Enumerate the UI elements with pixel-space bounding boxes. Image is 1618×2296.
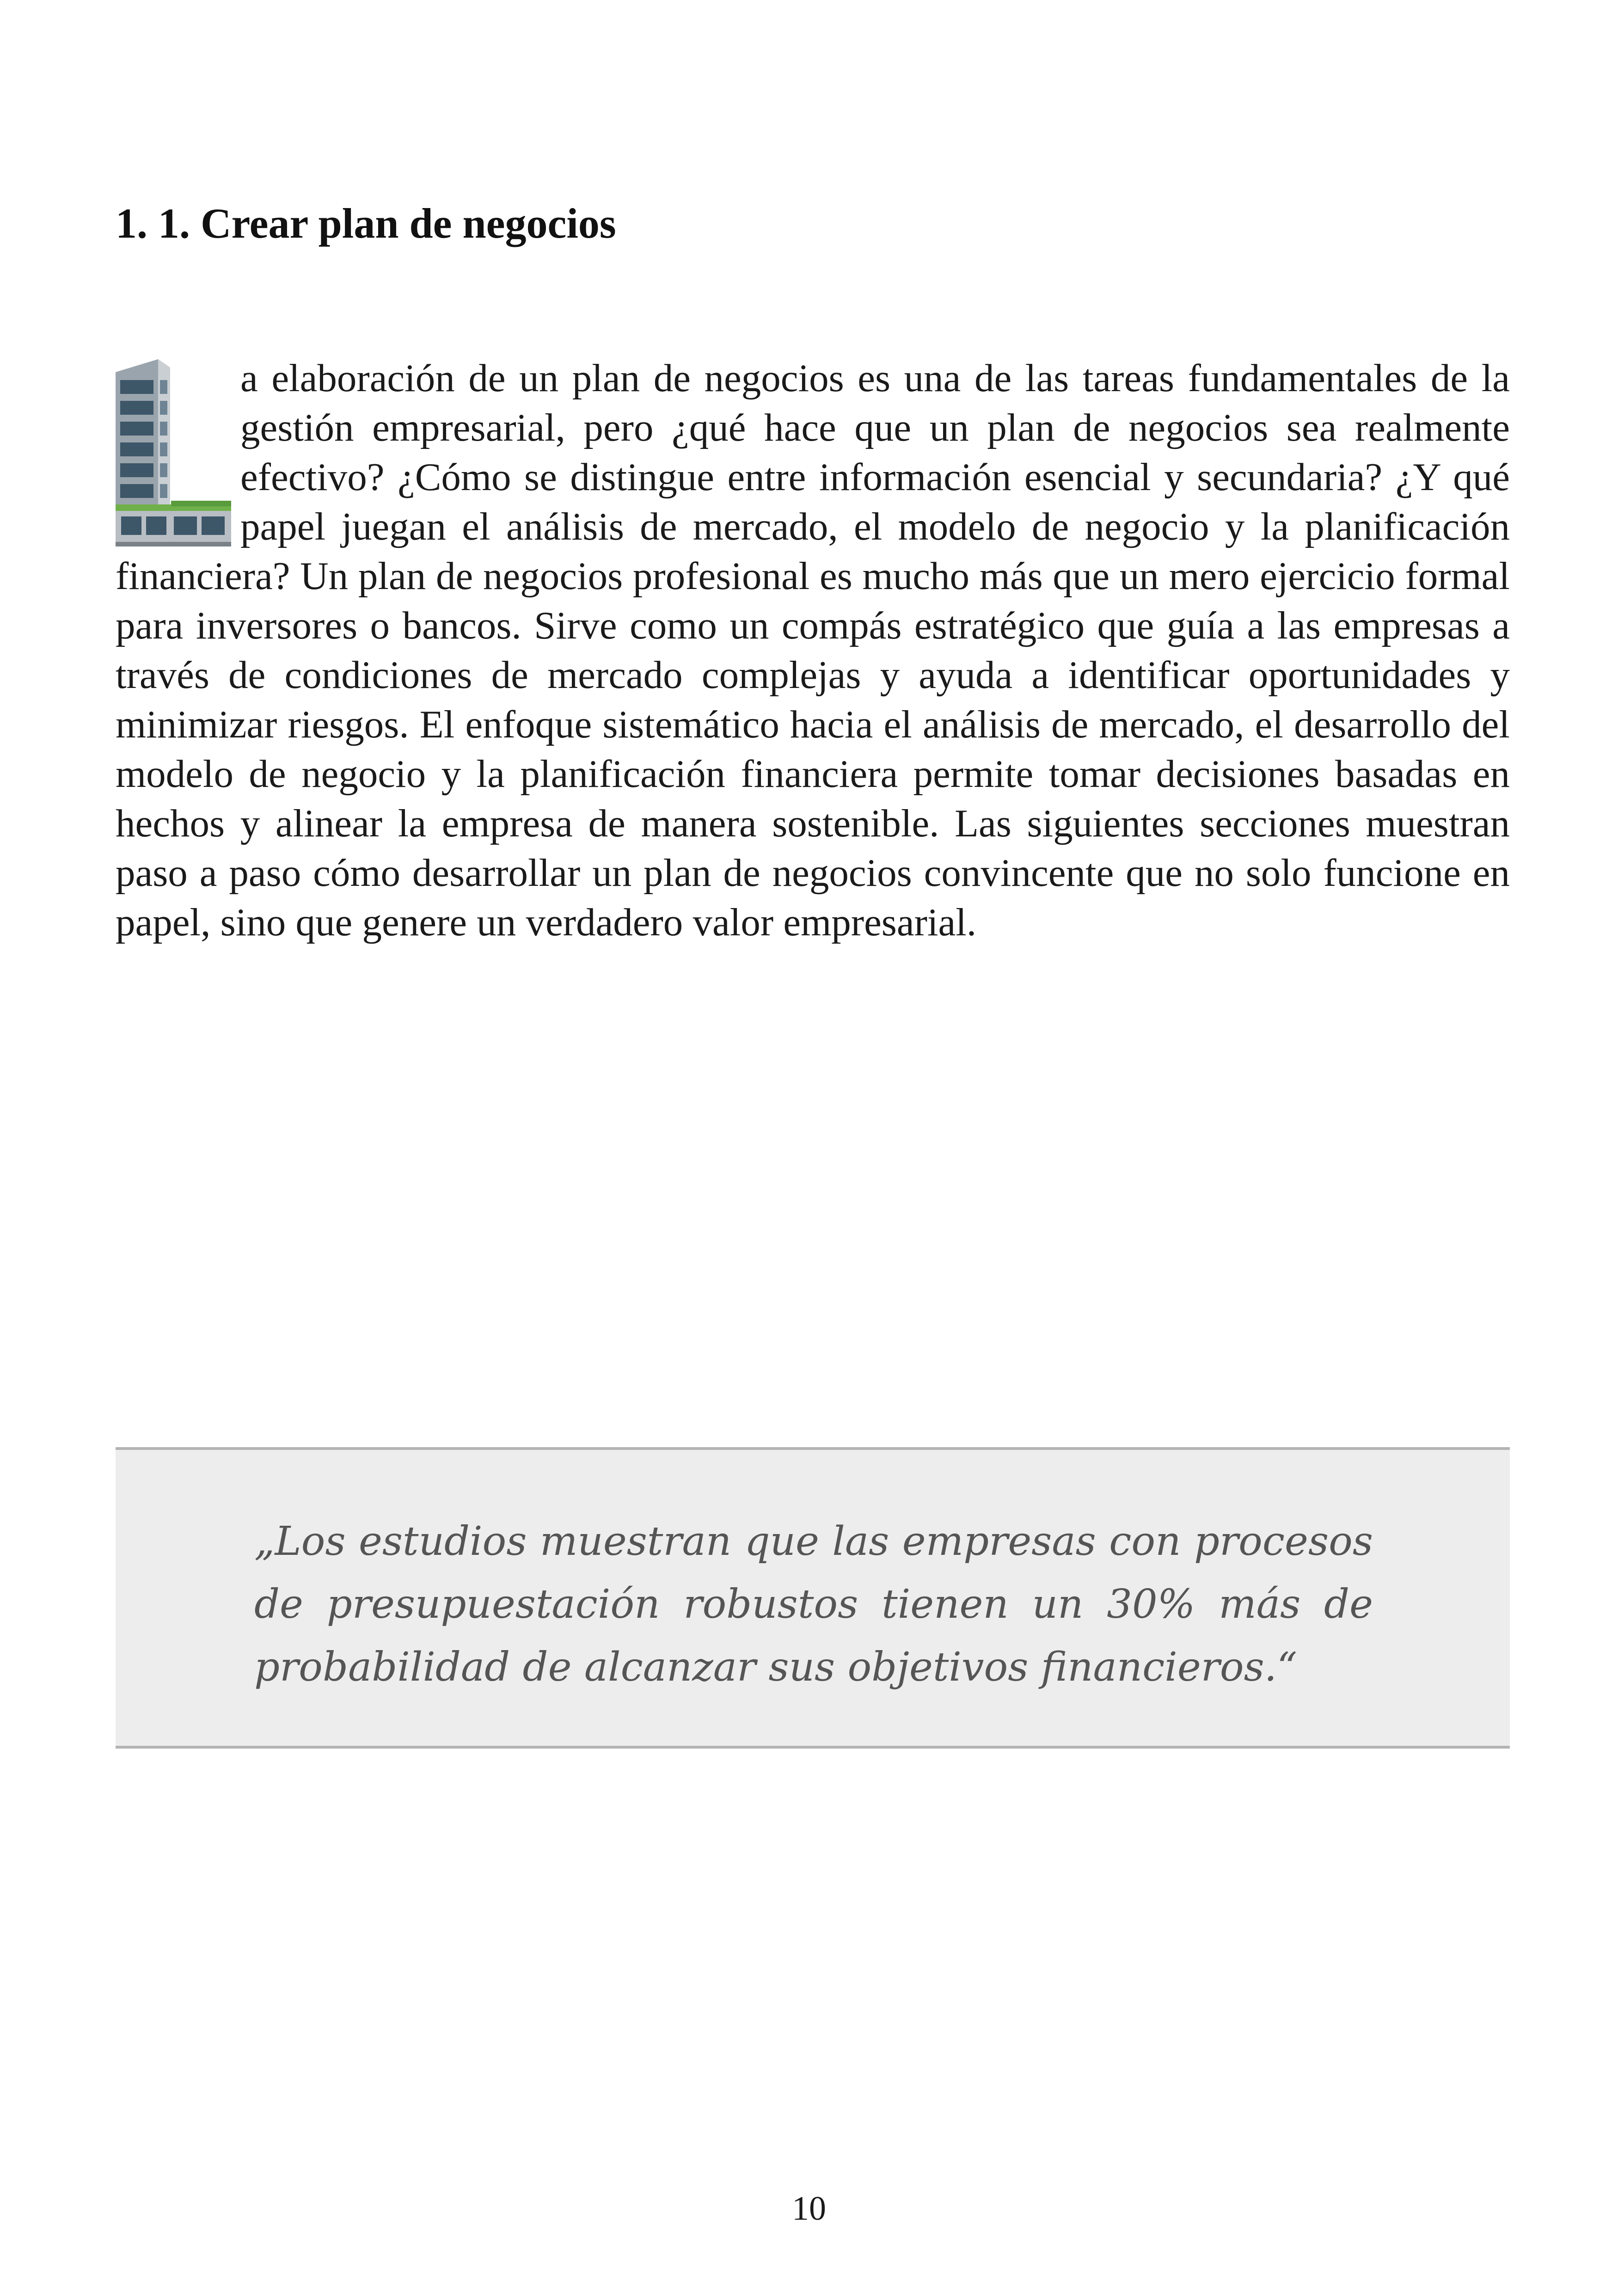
page-number: 10	[792, 2190, 826, 2228]
intro-paragraph	[116, 354, 1510, 947]
section-heading: 1. 1. Crear plan de negocios	[116, 200, 616, 247]
intro-text: a elaboración de un plan de negocios es una de las tareas fundamentales de la gestión empresarial, pero ¿qué hace que un plan de negocios sea realmente efectivo? ¿Cómo se distingue entre información esencial y secundaria? ¿Y qué papel juegan el análisis de mercado, el modelo de negocio y la planificación financiera? Un plan de negocios profesional es mucho más que un mero ejercicio formal para inversores o bancos. Sirve como un compás estratégico que guía a las empresas a través de condiciones de mercado complejas y ayuda a identificar oportunidades y minimizar riesgos. El enfoque sistemático hacia el análisis de mercado, el desarrollo del modelo de negocio y la planificación financiera permite tomar decisiones basadas en hechos y alinear la empresa de manera sostenible. Las siguientes secciones muestran paso a paso cómo desarrollar un plan de negocios convincente que no solo funcione en papel, sino que genere un verdadero valor empresarial.	[116, 356, 1510, 944]
dropcap-building-icon	[116, 359, 231, 546]
quote-box	[116, 1447, 1510, 1749]
quote-text: „Los estudios muestran que las empresas con procesos de presupuestación robustos tienen un 30% más de probabilidad de alcanzar sus objetivos financieros.“	[254, 1518, 1373, 1690]
